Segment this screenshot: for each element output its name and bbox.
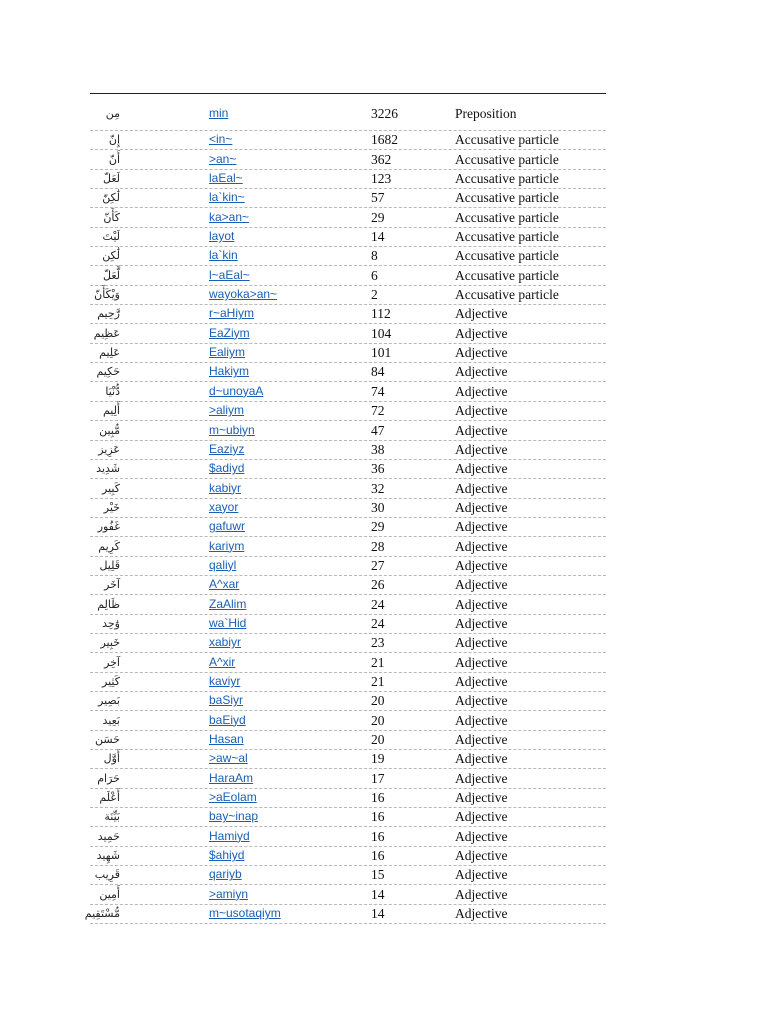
arabic-word: أَوَّل: [103, 752, 120, 766]
table-row: [90, 382, 606, 401]
transliteration-link[interactable]: >an~: [209, 151, 237, 166]
occurrence-count: 57: [371, 190, 385, 206]
table-row: [90, 189, 606, 208]
transliteration-link[interactable]: $ahiyd: [209, 848, 245, 863]
table-row: [90, 595, 606, 614]
part-of-speech: Adjective: [455, 306, 508, 322]
table-row: [90, 615, 606, 634]
transliteration-link[interactable]: HaraAm: [209, 770, 254, 785]
part-of-speech: Adjective: [455, 635, 508, 651]
transliteration-link[interactable]: wa`Hid: [209, 615, 247, 630]
occurrence-count: 20: [371, 712, 385, 728]
arabic-word: قَرِيب: [94, 868, 120, 882]
table-row: [90, 827, 606, 846]
table-row: [90, 170, 606, 189]
arabic-word: أَمِين: [99, 887, 120, 901]
arabic-word: وَيْكَأَنّ: [94, 288, 120, 302]
occurrence-count: 16: [371, 790, 385, 806]
transliteration-link[interactable]: gafuwr: [209, 519, 246, 534]
occurrence-count: 6: [371, 267, 378, 283]
part-of-speech: Adjective: [455, 422, 508, 438]
part-of-speech: Accusative particle: [455, 267, 559, 283]
arabic-word: خَيْر: [103, 500, 120, 514]
occurrence-count: 28: [371, 538, 385, 554]
table-row: [90, 653, 606, 672]
occurrence-count: 20: [371, 732, 385, 747]
arabic-word: مِن: [105, 107, 120, 120]
part-of-speech: Adjective: [455, 906, 508, 922]
table-row: [90, 324, 606, 343]
table-row: [90, 363, 606, 382]
table-row: [90, 402, 606, 421]
part-of-speech: Adjective: [455, 790, 508, 806]
part-of-speech: Adjective: [455, 615, 508, 631]
table-row: [90, 344, 606, 363]
table-row: [90, 150, 606, 169]
arabic-word: لَعَلّ: [103, 172, 120, 186]
part-of-speech: Adjective: [455, 886, 508, 902]
transliteration-link[interactable]: <in~: [209, 132, 233, 147]
occurrence-count: 14: [371, 229, 385, 245]
arabic-word: لَيْتَ: [102, 230, 120, 244]
arabic-word: مُّبِين: [99, 423, 120, 437]
arabic-word: قَلِيل: [99, 558, 120, 572]
occurrence-count: 101: [371, 345, 392, 361]
part-of-speech: Adjective: [455, 557, 508, 573]
transliteration-link[interactable]: kaviyr: [209, 673, 241, 688]
part-of-speech: Adjective: [455, 732, 508, 747]
transliteration-link[interactable]: wayoka>an~: [209, 287, 278, 302]
arabic-word: رَّحِيم: [97, 307, 120, 321]
table-row: [90, 711, 606, 730]
occurrence-count: 362: [371, 151, 392, 167]
part-of-speech: Adjective: [455, 673, 508, 689]
transliteration-link[interactable]: $adiyd: [209, 461, 245, 476]
arabic-word: آخِر: [104, 655, 120, 669]
occurrence-count: 16: [371, 809, 385, 825]
transliteration-link[interactable]: layot: [209, 229, 235, 244]
table-row: [90, 789, 606, 808]
transliteration-link[interactable]: >aliym: [209, 403, 245, 418]
transliteration-link[interactable]: kariym: [209, 538, 245, 553]
occurrence-count: 8: [371, 248, 378, 264]
table-row: [90, 460, 606, 479]
table-row: [90, 885, 606, 904]
occurrence-count: 14: [371, 906, 385, 922]
transliteration-link[interactable]: m~ubiyn: [209, 422, 255, 437]
occurrence-count: 29: [371, 519, 385, 535]
occurrence-count: 1682: [371, 132, 398, 148]
part-of-speech: Adjective: [455, 441, 508, 457]
occurrence-count: 23: [371, 635, 385, 651]
occurrence-count: 26: [371, 577, 385, 593]
transliteration-link[interactable]: bay~inap: [209, 809, 259, 824]
transliteration-link[interactable]: >aw~al: [209, 751, 248, 766]
occurrence-count: 17: [371, 770, 385, 786]
occurrence-count: 32: [371, 480, 385, 496]
arabic-word: أَلِيم: [102, 404, 120, 418]
part-of-speech: Accusative particle: [455, 287, 559, 303]
table-top-rule: [90, 93, 606, 94]
occurrence-count: 21: [371, 673, 385, 689]
part-of-speech: Adjective: [455, 751, 508, 767]
arabic-word: مُّسْتَقِيم: [84, 907, 120, 921]
part-of-speech: Accusative particle: [455, 151, 559, 167]
arabic-word: حَكِيم: [96, 365, 120, 379]
part-of-speech: Adjective: [455, 867, 508, 883]
table-row: [84, 905, 606, 924]
arabic-word: حَسَن: [95, 733, 120, 746]
part-of-speech: Adjective: [455, 577, 508, 593]
part-of-speech: Adjective: [455, 499, 508, 515]
arabic-word: بَصِير: [98, 694, 120, 708]
transliteration-link[interactable]: d~unoyaA: [209, 383, 264, 398]
occurrence-count: 21: [371, 654, 385, 670]
occurrence-count: 72: [371, 403, 385, 419]
transliteration-link[interactable]: EaZiym: [209, 325, 250, 340]
arabic-word: ظَالِم: [97, 597, 120, 611]
occurrence-count: 38: [371, 441, 385, 457]
table-row: [90, 228, 606, 247]
occurrence-count: 2: [371, 287, 378, 303]
occurrence-count: 14: [371, 886, 385, 902]
arabic-word: أَنّ: [108, 152, 120, 166]
arabic-word: كَرِيم: [98, 539, 120, 553]
table-row: [90, 731, 606, 750]
arabic-word: عَزِيز: [98, 442, 120, 456]
part-of-speech: Adjective: [455, 809, 508, 825]
part-of-speech: Adjective: [455, 403, 508, 419]
occurrence-count: 47: [371, 422, 385, 438]
occurrence-count: 74: [371, 383, 385, 399]
occurrence-count: 20: [371, 693, 385, 709]
arabic-word: حَمِيد: [97, 829, 120, 843]
occurrence-count: 30: [371, 499, 385, 515]
table-row: [90, 576, 606, 595]
transliteration-link[interactable]: >amiyn: [209, 886, 249, 901]
arabic-word: وَٰحِد: [102, 616, 120, 630]
arabic-word: بَعِيد: [102, 713, 120, 727]
part-of-speech: Accusative particle: [455, 229, 559, 245]
occurrence-count: 24: [371, 596, 385, 612]
transliteration-link[interactable]: xayor: [209, 499, 239, 514]
transliteration-link[interactable]: min: [209, 106, 229, 120]
arabic-word: عَظِيم: [93, 326, 120, 340]
transliteration-link[interactable]: qariyb: [209, 867, 242, 882]
transliteration-link[interactable]: la`kin: [209, 248, 238, 263]
part-of-speech: Adjective: [455, 848, 508, 864]
arabic-word: كَبِير: [102, 481, 120, 495]
part-of-speech: Accusative particle: [455, 209, 559, 225]
occurrence-count: 123: [371, 171, 392, 187]
transliteration-link[interactable]: Hasan: [209, 732, 244, 746]
transliteration-link[interactable]: Ealiym: [209, 345, 246, 360]
table-row: [90, 421, 606, 440]
arabic-word: لَّعَلّ: [103, 268, 120, 282]
arabic-word: كَأَنّ: [103, 210, 120, 224]
part-of-speech: Adjective: [455, 480, 508, 496]
table-row: [90, 286, 606, 305]
table-row: [90, 479, 606, 498]
arabic-word: دُّنْيَا: [105, 384, 120, 398]
part-of-speech: Accusative particle: [455, 190, 559, 206]
transliteration-link[interactable]: laEal~: [209, 171, 243, 186]
transliteration-link[interactable]: m~usotaqiym: [209, 906, 281, 921]
part-of-speech: Accusative particle: [455, 248, 559, 264]
transliteration-link[interactable]: A^xir: [209, 654, 236, 669]
occurrence-count: 16: [371, 848, 385, 864]
part-of-speech: Adjective: [455, 770, 508, 786]
arabic-word: خَبِير: [100, 636, 120, 650]
part-of-speech: Adjective: [455, 538, 508, 554]
table-row: [90, 692, 606, 711]
transliteration-link[interactable]: r~aHiym: [209, 306, 255, 321]
occurrence-count: 24: [371, 615, 385, 631]
occurrence-count: 3226: [371, 106, 398, 121]
table-row: [90, 634, 606, 653]
transliteration-link[interactable]: ka>an~: [209, 209, 250, 224]
arabic-word: حَرَام: [97, 771, 120, 785]
occurrence-count: 36: [371, 461, 385, 477]
part-of-speech: Adjective: [455, 364, 508, 380]
table-row: [90, 518, 606, 537]
transliteration-link[interactable]: A^xar: [209, 577, 240, 592]
occurrence-count: 19: [371, 751, 385, 767]
occurrence-count: 29: [371, 209, 385, 225]
transliteration-link[interactable]: kabiyr: [209, 480, 242, 495]
transliteration-link[interactable]: la`kin~: [209, 190, 245, 205]
transliteration-link[interactable]: >aEolam: [209, 790, 257, 805]
part-of-speech: Adjective: [455, 654, 508, 670]
occurrence-count: 27: [371, 557, 385, 573]
transliteration-link[interactable]: baSiyr: [209, 693, 244, 708]
arabic-word: إِنّ: [108, 133, 120, 147]
part-of-speech: Adjective: [455, 345, 508, 361]
table-row: [90, 499, 606, 518]
table-row: [90, 847, 606, 866]
part-of-speech: Adjective: [455, 693, 508, 709]
transliteration-link[interactable]: l~aEal~: [209, 267, 250, 282]
arabic-word: آخَر: [104, 578, 120, 592]
occurrence-count: 112: [371, 306, 391, 322]
occurrence-count: 15: [371, 867, 385, 883]
transliteration-link[interactable]: qaliyl: [209, 557, 237, 572]
part-of-speech: Adjective: [455, 596, 508, 612]
table-row: [90, 441, 606, 460]
arabic-word: شَهِيد: [96, 849, 120, 863]
part-of-speech: Adjective: [455, 828, 508, 844]
table-row: [90, 266, 606, 285]
transliteration-link[interactable]: Hakiym: [209, 364, 250, 379]
transliteration-link[interactable]: Eaziyz: [209, 441, 245, 456]
part-of-speech: Adjective: [455, 461, 508, 477]
table-row: [90, 769, 606, 788]
arabic-word: عَلِيم: [99, 346, 120, 360]
arabic-word: لَٰكِن: [102, 249, 120, 263]
table-row: [90, 808, 606, 827]
arabic-word: شَدِيد: [96, 462, 120, 476]
table-row: [90, 673, 606, 692]
part-of-speech: Adjective: [455, 519, 508, 535]
table-row: [90, 96, 606, 131]
transliteration-link[interactable]: Hamiyd: [209, 828, 250, 843]
part-of-speech: Preposition: [455, 106, 517, 121]
arabic-word: أَعْلَم: [99, 791, 120, 805]
table-row: [90, 208, 606, 227]
arabic-word: بَيِّنَة: [104, 810, 120, 824]
part-of-speech: Accusative particle: [455, 171, 559, 187]
table-row: [90, 247, 606, 266]
occurrence-count: 84: [371, 364, 385, 380]
table-row: [90, 866, 606, 885]
part-of-speech: Adjective: [455, 383, 508, 399]
part-of-speech: Accusative particle: [455, 132, 559, 148]
word-frequency-table: [84, 96, 606, 924]
arabic-word: غَفُور: [97, 520, 120, 534]
table-row: [90, 557, 606, 576]
part-of-speech: Adjective: [455, 325, 508, 341]
occurrence-count: 104: [371, 325, 392, 341]
table-row: [90, 305, 606, 324]
arabic-word: لَٰكِنّ: [102, 191, 120, 205]
transliteration-link[interactable]: xabiyr: [209, 635, 242, 650]
occurrence-count: 16: [371, 828, 385, 844]
transliteration-link[interactable]: baEiyd: [209, 712, 246, 727]
transliteration-link[interactable]: ZaAlim: [209, 596, 247, 611]
table-row: [90, 537, 606, 556]
arabic-word: كَثِير: [102, 674, 120, 688]
table-row: [90, 750, 606, 769]
table-row: [90, 131, 606, 150]
part-of-speech: Adjective: [455, 712, 508, 728]
